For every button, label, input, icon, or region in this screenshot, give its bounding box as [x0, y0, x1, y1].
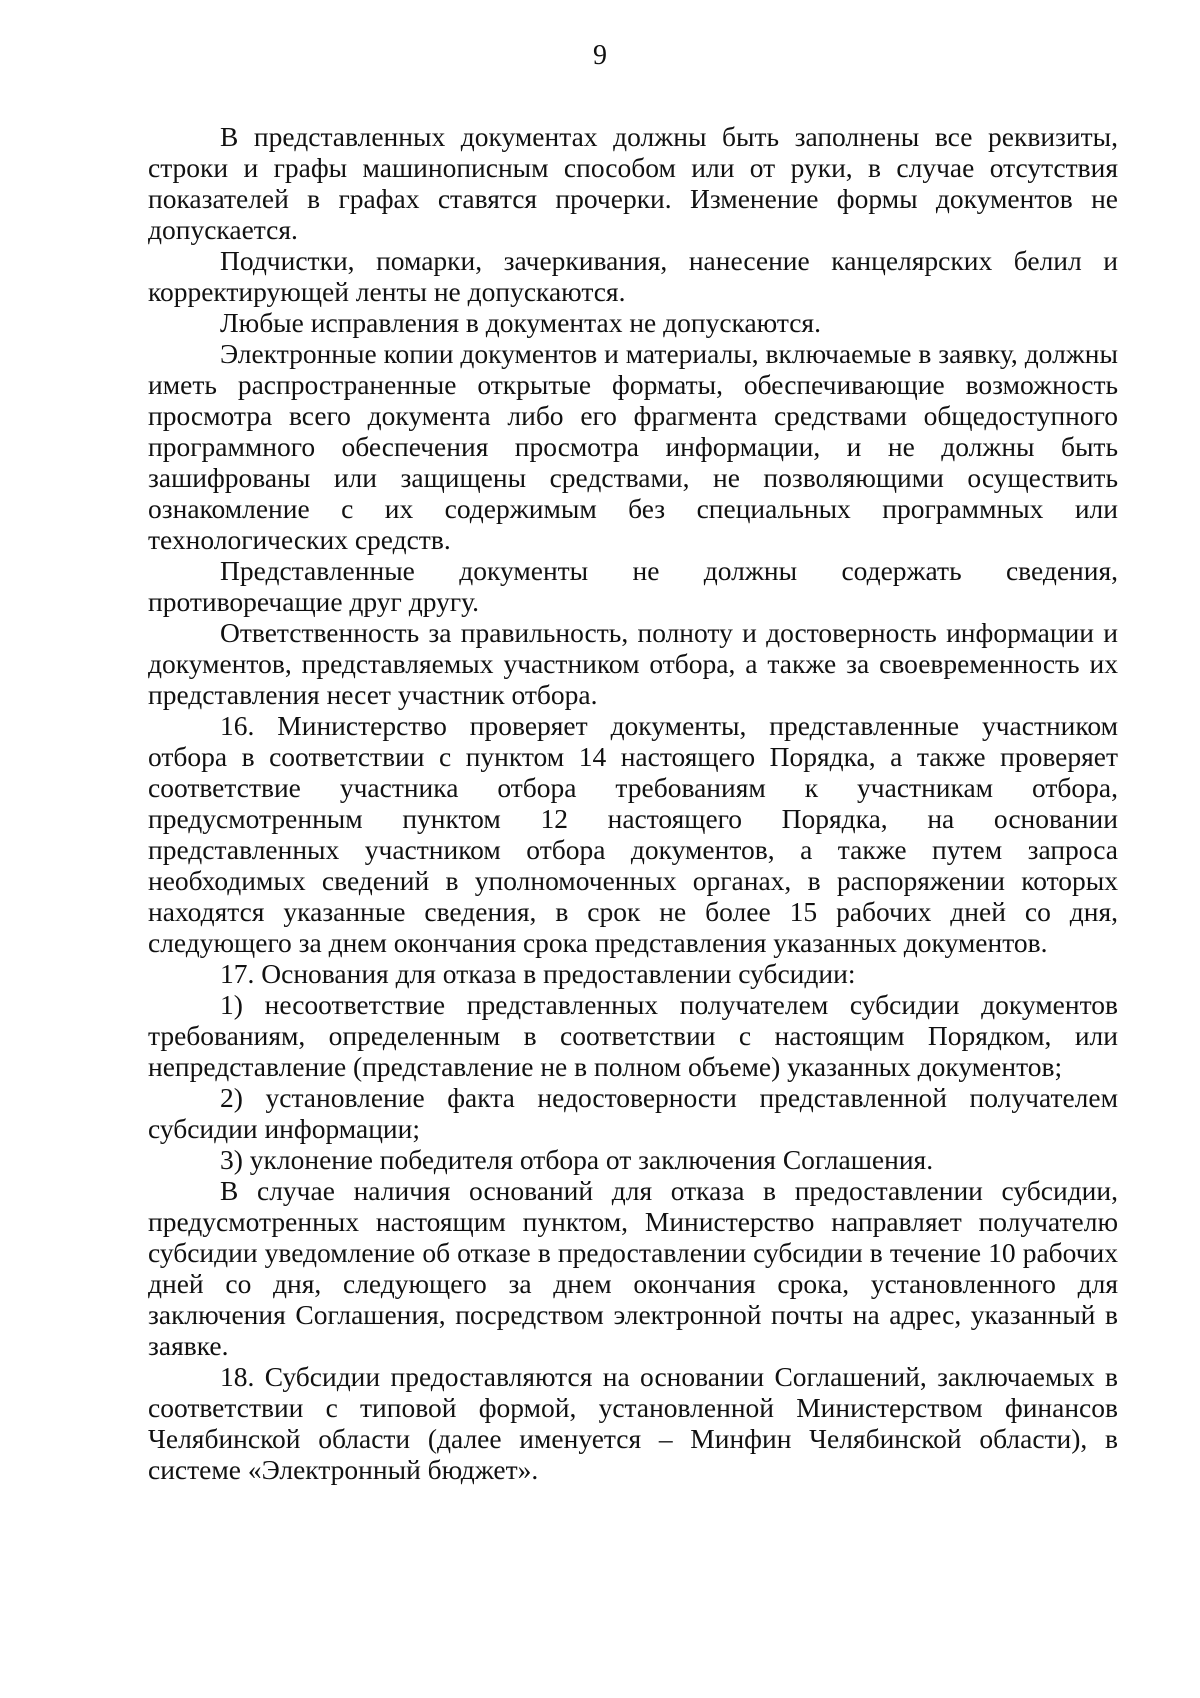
document-body: [148, 121, 1118, 1485]
paragraph-clause-17-item-1: 1) несоответствие представленных получателем субсидии документов требованиям, определенным в соответствии с настоящим Порядком, или непредставление (представление не в полном объеме) указанных документов;: [148, 989, 1118, 1082]
paragraph-clause-18: 18. Субсидии предоставляются на основании Соглашений, заключаемых в соответствии с типовой формой, установленной Министерством финансов Челябинской области (далее именуется – Минфин Челябинской области), в системе «Электронный бюджет».: [148, 1361, 1118, 1485]
page-number: 9: [593, 40, 607, 71]
paragraph-clause-16: 16. Министерство проверяет документы, представленные участником отбора в соответствии с пунктом 14 настоящего Порядка, а также проверяет соответствие участника отбора требованиям к участникам отбора, предусмотренным пунктом 12 настоящего Порядка, на основании представленных участником отбора документов, а также путем запроса необходимых сведений в уполномоченных органах, в распоряжении которых находятся указанные сведения, в срок не более 15 рабочих дней со дня, следующего за днем окончания срока представления указанных документов.: [148, 710, 1118, 958]
paragraph-clause-17-item-2: 2) установление факта недостоверности представленной получателем субсидии информации;: [148, 1082, 1118, 1144]
paragraph-refusal-notice: В случае наличия оснований для отказа в предоставлении субсидии, предусмотренных настоящим пунктом, Министерство направляет получателю субсидии уведомление об отказе в предоставлении субсидии в течение 10 рабочих дней со дня, следующего за днем окончания срока, установленного для заключения Соглашения, посредством электронной почты на адрес, указанный в заявке.: [148, 1175, 1118, 1361]
paragraph-responsibility: Ответственность за правильность, полноту и достоверность информации и документов, представляемых участником отбора, а также за своевременность их представления несет участник отбора.: [148, 617, 1118, 710]
paragraph-clause-17-heading: 17. Основания для отказа в предоставлении субсидии:: [220, 958, 856, 989]
paragraph-any-corrections: Любые исправления в документах не допускаются.: [220, 307, 821, 338]
paragraph-electronic-copies: Электронные копии документов и материалы, включаемые в заявку, должны иметь распространенные открытые форматы, обеспечивающие возможность просмотра всего документа либо его фрагмента средствами общедоступного программного обеспечения просмотра информации, и не должны быть зашифрованы или защищены средствами, не позволяющими осуществить ознакомление с их содержимым без специальных программных или технологических средств.: [148, 338, 1118, 555]
paragraph-corrections-ban: Подчистки, помарки, зачеркивания, нанесение канцелярских белил и корректирующей ленты не допускаются.: [148, 245, 1118, 307]
paragraph-requisites: В представленных документах должны быть заполнены все реквизиты, строки и графы машинописным способом или от руки, в случае отсутствия показателей в графах ставятся прочерки. Изменение формы документов не допускается.: [148, 121, 1118, 245]
paragraph-clause-17-item-3: 3) уклонение победителя отбора от заключения Соглашения.: [220, 1144, 934, 1175]
paragraph-no-contradictions: Представленные документы не должны содержать сведения, противоречащие друг другу.: [148, 555, 1118, 617]
